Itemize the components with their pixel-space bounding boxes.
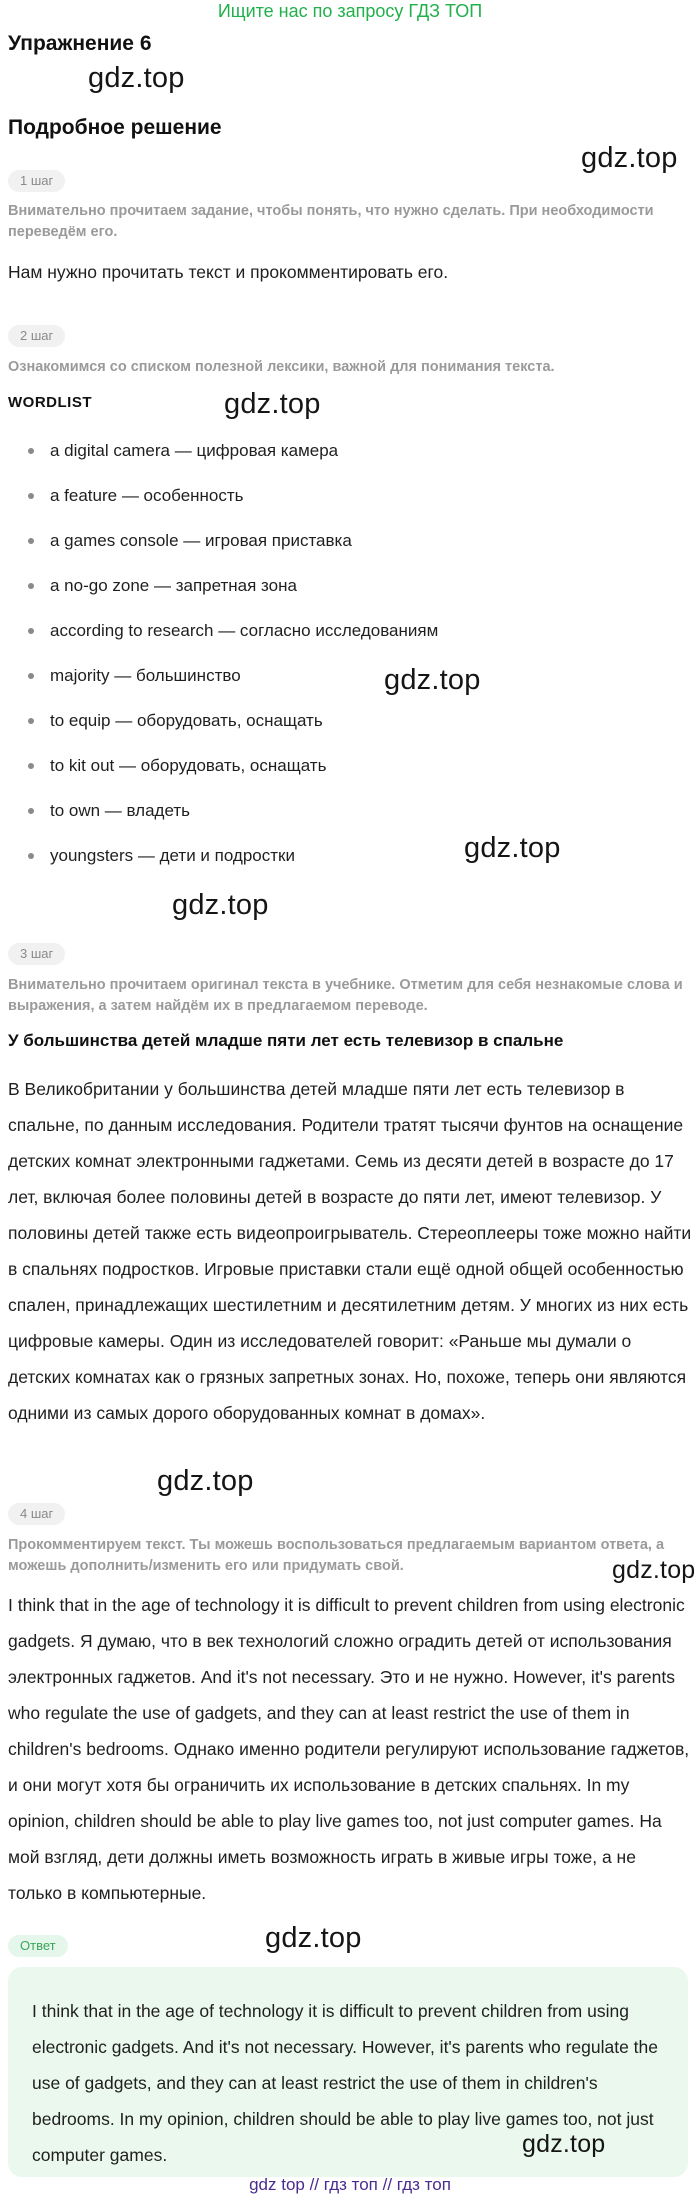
word-entry: to own — владеть: [50, 801, 191, 820]
step-label: 2 шаг: [8, 325, 65, 347]
word-entry: a games console — игровая приставка: [50, 531, 352, 550]
text-heading: У большинства детей младше пяти лет есть телевизор в спальне: [8, 1031, 564, 1050]
search-banner[interactable]: Ищите нас по запросу ГДЗ ТОП: [217, 1, 483, 21]
step-2-badge: [8, 325, 65, 347]
list-item: [28, 698, 668, 743]
step-label: 4 шаг: [8, 1503, 65, 1525]
watermark: gdz.top: [224, 388, 321, 420]
watermark: gdz.top: [464, 832, 561, 864]
bullet-icon: [28, 718, 34, 724]
page-title: Упражнение 6: [8, 32, 152, 55]
step-4-hint: Прокомментируем текст. Ты можешь воспользоваться предлагаемым вариантом ответа, а можешь дополнить/изменить его или придумать свой.: [8, 1537, 665, 1574]
watermark: gdz.top: [581, 142, 678, 174]
step-label: 3 шаг: [8, 943, 65, 965]
step-1-text: Нам нужно прочитать текст и прокомментировать его.: [8, 262, 449, 282]
wordlist-title: WORDLIST: [8, 394, 92, 411]
section-title: Подробное решение: [8, 116, 222, 139]
word-entry: according to research — согласно исследованиям: [50, 621, 439, 640]
word-entry: a digital camera — цифровая камера: [50, 441, 339, 460]
step-3-text: В Великобритании у большинства детей младше пяти лет есть телевизор в спальне, по данным исследования. Родители тратят тысячи фунтов на оснащение детских комнат электронными гаджетами. Семь из десяти детей в возрасте до 17 лет, включая более половины детей в возрасте до пяти лет, имеют телевизор. У половины детей также есть видеопроигрыватель. Стереоплееры тоже можно найти в спальнях подростков. Игровые приставки стали ещё одной общей особенностью спален, принадлежащих шестилетним и десятилетним детям. У многих из них есть цифровые камеры. Один из исследователей говорит: «Раньше мы думали о детских комнатах как о грязных запретных зонах. Но, похоже, теперь они являются одними из самых дорого оборудованных комнат в домах».: [8, 1079, 692, 1423]
word-entry: majority — большинство: [50, 666, 241, 685]
step-2-hint: Ознакомимся со списком полезной лексики, важной для понимания текста.: [8, 359, 555, 375]
word-entry: to kit out — оборудовать, оснащать: [50, 756, 327, 775]
word-entry: a no-go zone — запретная зона: [50, 576, 297, 595]
bullet-icon: [28, 853, 34, 859]
bullet-icon: [28, 448, 34, 454]
list-item: [28, 608, 668, 653]
bullet-icon: [28, 673, 34, 679]
answer-text: I think that in the age of technology it is difficult to prevent children from using electronic gadgets. And it's not necessary. However, it's parents who regulate the use of gadgets, and they can at least restrict the use of them in children's bedrooms. In my opinion, children should be able to play live games too, not just computer games.: [32, 2001, 659, 2165]
step-label: 1 шаг: [8, 170, 65, 192]
bullet-icon: [28, 763, 34, 769]
watermark: gdz.top: [172, 889, 269, 921]
watermark: gdz.top: [522, 2130, 606, 2158]
step-1-hint: Внимательно прочитаем задание, чтобы понять, что нужно сделать. При необходимости переведём его.: [8, 203, 654, 240]
list-item: [28, 428, 668, 473]
wordlist: [28, 428, 668, 878]
bullet-icon: [28, 493, 34, 499]
step-3-hint: Внимательно прочитаем оригинал текста в учебнике. Отметим для себя незнакомые слова и выражения, а затем найдём их в предлагаемом переводе.: [8, 977, 683, 1014]
list-item: [28, 473, 668, 518]
bullet-icon: [28, 808, 34, 814]
watermark: gdz.top: [157, 1465, 254, 1497]
bottom-links[interactable]: gdz top // гдз топ // гдз топ: [249, 2175, 451, 2194]
list-item: [28, 743, 668, 788]
list-item: [28, 563, 668, 608]
step-1-badge: [8, 170, 65, 192]
step-3-badge: [8, 943, 65, 965]
watermark: gdz.top: [88, 62, 185, 94]
bullet-icon: [28, 583, 34, 589]
word-entry: youngsters — дети и подростки: [50, 846, 295, 865]
step-4-badge: [8, 1503, 65, 1525]
word-entry: to equip — оборудовать, оснащать: [50, 711, 323, 730]
list-item: [28, 653, 668, 698]
bullet-icon: [28, 628, 34, 634]
list-item: [28, 833, 668, 878]
bullet-icon: [28, 538, 34, 544]
list-item: [28, 788, 668, 833]
word-entry: a feature — особенность: [50, 486, 244, 505]
watermark: gdz.top: [265, 1922, 362, 1954]
answer-label: Ответ: [8, 1935, 68, 1957]
answer-badge: [8, 1935, 68, 1957]
watermark: gdz.top: [612, 1556, 696, 1584]
watermark: gdz.top: [384, 664, 481, 696]
list-item: [28, 518, 668, 563]
step-4-text: I think that in the age of technology it is difficult to prevent children from using electronic gadgets. Я думаю, что в век технологий сложно оградить детей от использования электронных гаджетов. And it's not necessary. Это и не нужно. However, it's parents who regulate the use of gadgets, and they can at least restrict the use of them in children's bedrooms. Однако именно родители регулируют использование гаджетов, и они могут хотя бы ограничить их использование в детских спальнях. In my opinion, children should be able to play live games too, not just computer games. На мой взгляд, дети должны иметь возможность играть в живые игры тоже, а не только в компьютерные.: [8, 1595, 690, 1903]
